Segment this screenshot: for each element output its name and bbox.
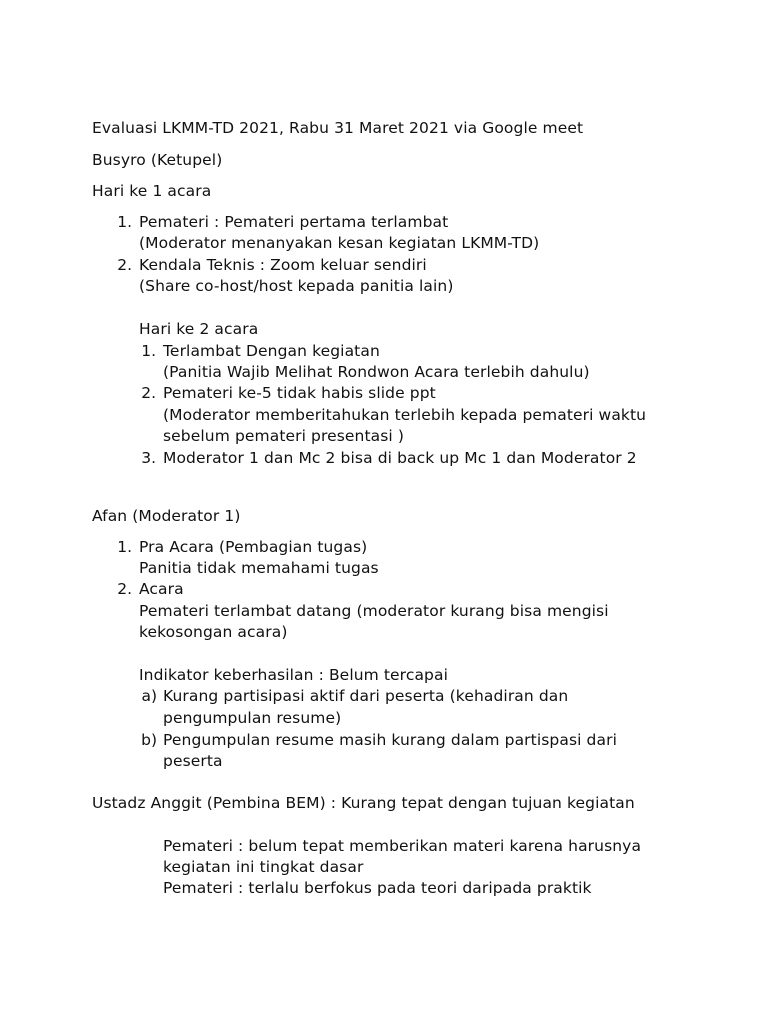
list-letter: a) [141, 687, 157, 705]
list-item-note: sebelum pemateri presentasi ) [163, 427, 405, 445]
paragraph-line: kegiatan ini tingkat dasar [163, 858, 364, 876]
list-number: 1. [117, 538, 132, 556]
list-item-text: Kendala Teknis : Zoom keluar sendiri [139, 256, 427, 274]
list-number: 2. [141, 384, 156, 402]
list-item-note: Panitia tidak memahami tugas [139, 559, 379, 577]
list-number: 1. [141, 342, 156, 360]
list-item-text: Pemateri : Pemateri pertama terlambat [139, 213, 449, 231]
list-item-text: Pra Acara (Pembagian tugas) [139, 538, 368, 556]
list-number: 2. [117, 256, 132, 274]
list-item-note: kekosongan acara) [139, 623, 288, 641]
document-title: Evaluasi LKMM-TD 2021, Rabu 31 Maret 2021 via Google meet [92, 119, 584, 137]
list-item-note: (Panitia Wajib Melihat Rondwon Acara terlebih dahulu) [163, 363, 590, 381]
paragraph-line: Pemateri : belum tepat memberikan materi karena harusnya [163, 837, 642, 855]
list-item-note: (Moderator memberitahukan terlebih kepada pemateri waktu [163, 406, 647, 424]
list-item-text: Terlambat Dengan kegiatan [163, 342, 380, 360]
list-item-text: Kurang partisipasi aktif dari peserta (kehadiran dan [163, 687, 569, 705]
paragraph-line: Pemateri : terlalu berfokus pada teori daripada praktik [163, 879, 592, 897]
section-heading-anggit: Ustadz Anggit (Pembina BEM) : Kurang tepat dengan tujuan kegiatan [92, 794, 635, 812]
list-item-text: Pemateri ke-5 tidak habis slide ppt [163, 384, 436, 402]
list-item-text: Moderator 1 dan Mc 2 bisa di back up Mc 1 dan Moderator 2 [163, 449, 637, 467]
list-item-text: peserta [163, 752, 223, 770]
list-item-note: Pemateri terlambat datang (moderator kurang bisa mengisi [139, 602, 609, 620]
indikator-text: Indikator keberhasilan : Belum tercapai [139, 666, 448, 684]
list-letter: b) [141, 731, 157, 749]
list-item-note: (Moderator menanyakan kesan kegiatan LKMM-TD) [139, 234, 540, 252]
list-item-text: Acara [139, 580, 184, 598]
section-heading-busyro: Busyro (Ketupel) [92, 151, 223, 169]
list-item-note: (Share co-host/host kepada panitia lain) [139, 277, 454, 295]
day2-heading: Hari ke 2 acara [139, 320, 259, 338]
list-number: 1. [117, 213, 132, 231]
section-heading-afan: Afan (Moderator 1) [92, 507, 241, 525]
list-number: 3. [141, 449, 156, 467]
list-item-text: Pengumpulan resume masih kurang dalam partispasi dari [163, 731, 617, 749]
day1-heading: Hari ke 1 acara [92, 182, 212, 200]
list-number: 2. [117, 580, 132, 598]
list-item-text: pengumpulan resume) [163, 709, 342, 727]
